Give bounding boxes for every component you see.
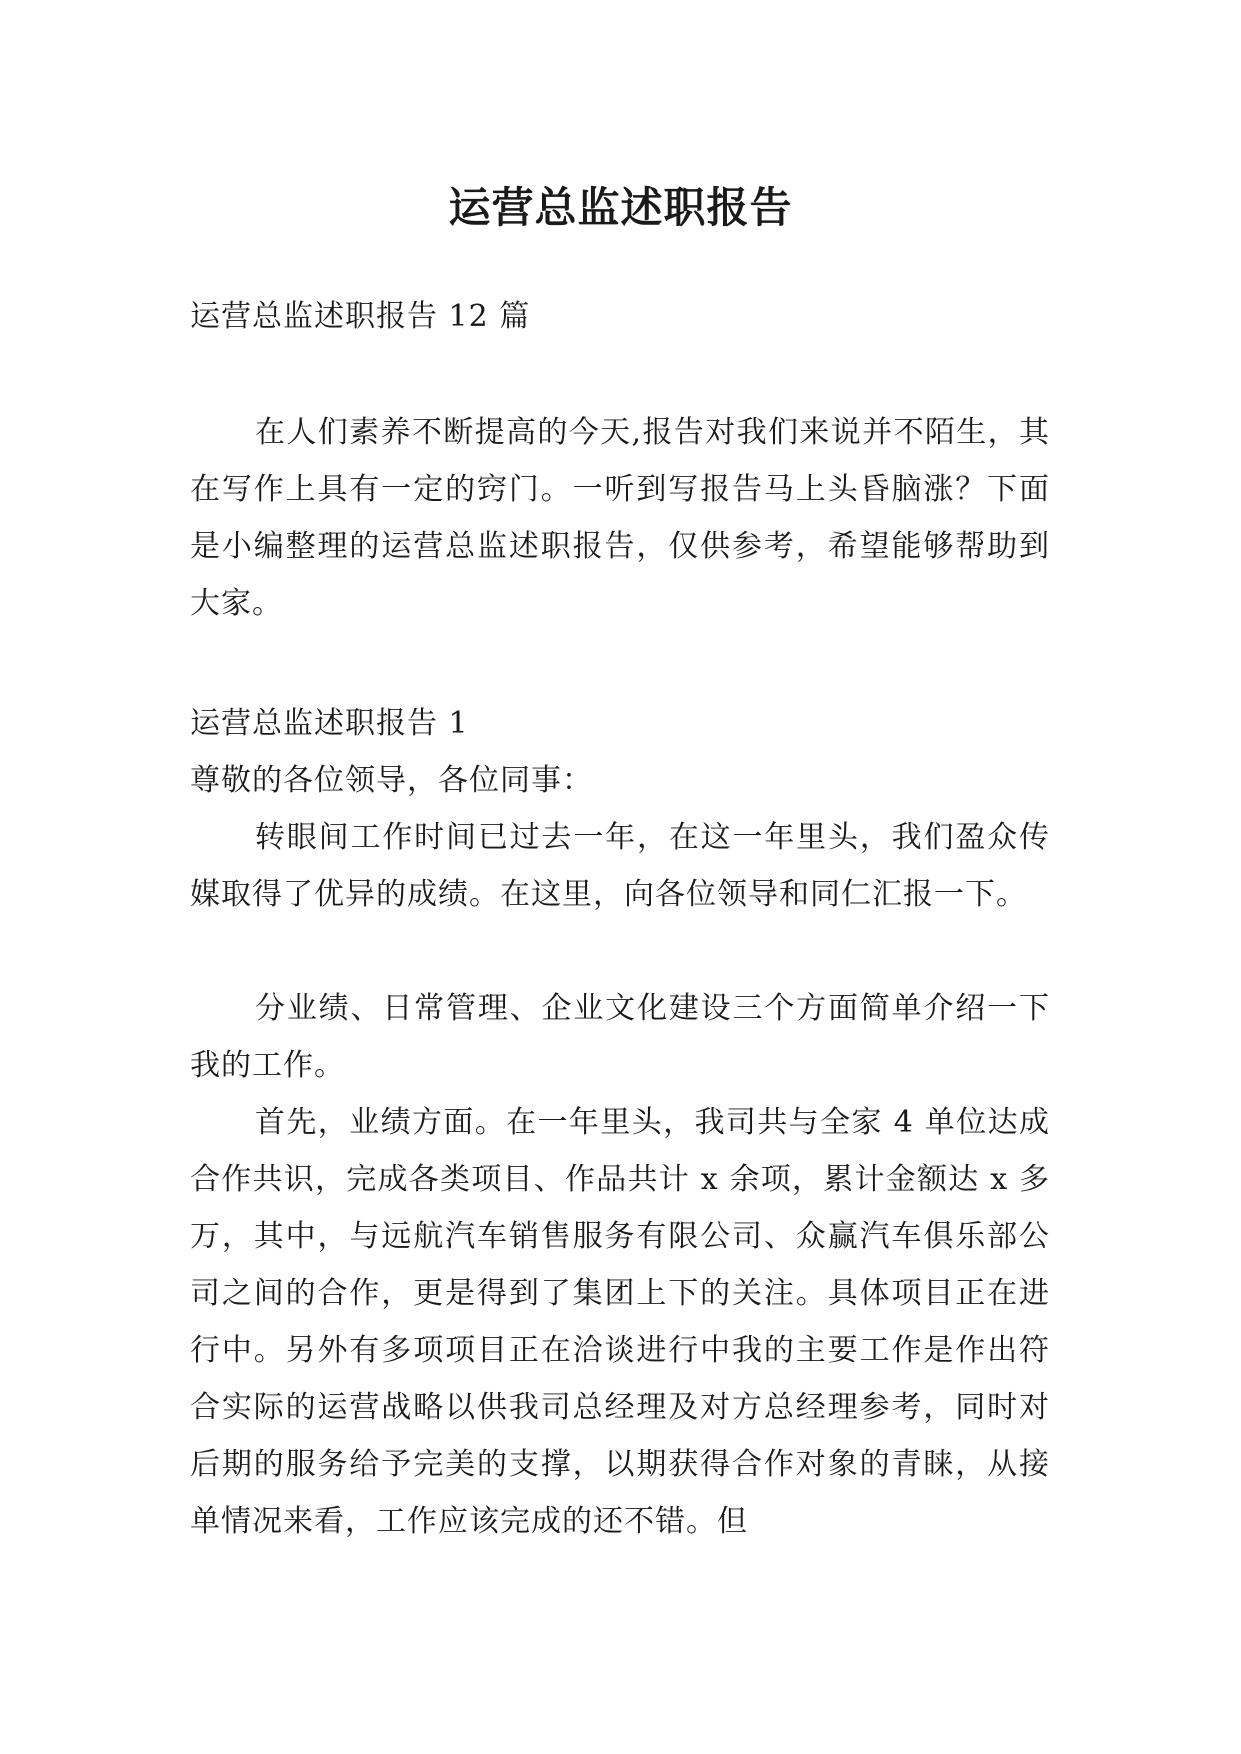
- body-paragraph: 首先，业绩方面。在一年里头，我司共与全家 4 单位达成合作共识，完成各类项目、作品共计 x 余项，累计金额达 x 多万，其中，与远航汽车销售服务有限公司、众赢汽车俱乐部公司之间的合作，更是得到了集团上下的关注。具体项目正在进行中。另外有多项项目正在洽谈进行中我的主要工作是作出符合实际的运营战略以供我司总经理及对方总经理参考，同时对后期的服务给予完美的支撑，以期获得合作对象的青睐，从接单情况来看，工作应该完成的还不错。但: [190, 1105, 1050, 1539]
- document-subtitle: 运营总监述职报告 12 篇: [190, 299, 531, 334]
- body-paragraph: 分业绩、日常管理、企业文化建设三个方面简单介绍一下我的工作。: [190, 991, 1050, 1083]
- intro-paragraph: 在人们素养不断提高的今天,报告对我们来说并不陌生，其在写作上具有一定的窍门。一听到写报告马上头昏脑涨？下面是小编整理的运营总监述职报告，仅供参考，希望能够帮助到大家。: [190, 415, 1050, 621]
- greeting: 尊敬的各位领导，各位同事：: [190, 763, 593, 798]
- document-title: 运营总监述职报告: [448, 183, 793, 233]
- section-title: 运营总监述职报告 1: [190, 706, 469, 741]
- body-paragraph: 转眼间工作时间已过去一年，在这一年里头，我们盈众传媒取得了优异的成绩。在这里，向各位领导和同仁汇报一下。: [190, 820, 1050, 912]
